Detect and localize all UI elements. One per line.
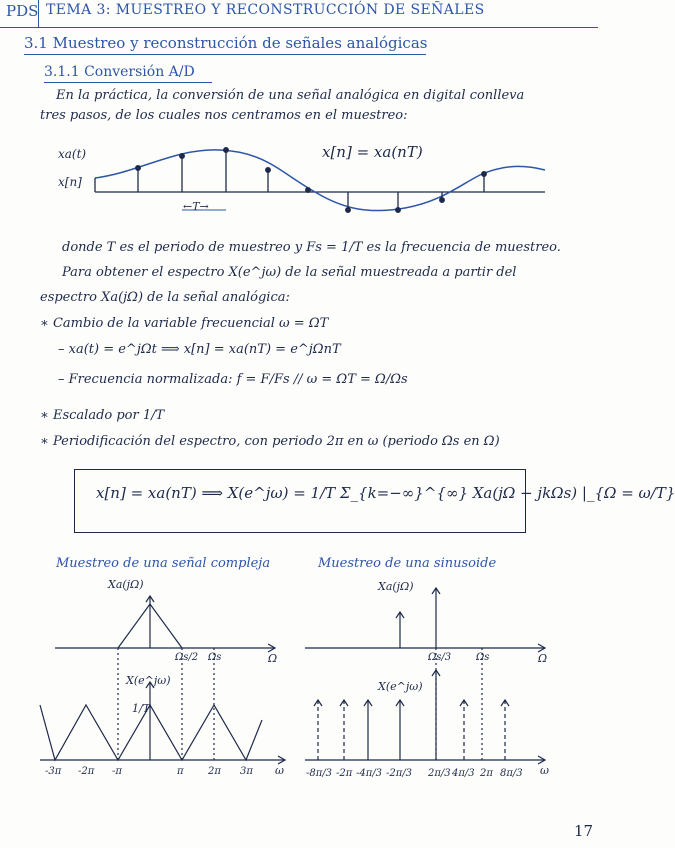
xn-label: x[n]: [58, 175, 82, 189]
analog-signal-curve: [95, 150, 545, 211]
xa-spectrum-label-left: Xa(jΩ): [108, 578, 144, 591]
omega-label-left: Ω: [268, 652, 278, 665]
body-line-3: espectro Xa(jΩ) de la señal analógica:: [40, 290, 290, 305]
tick: 8π/3: [500, 768, 523, 779]
tick: 3π: [240, 766, 253, 777]
w-label-left: ω: [275, 764, 284, 777]
omega-label-right: Ω: [538, 652, 548, 665]
complex-sampling-title: Muestreo de una señal compleja: [56, 556, 271, 571]
bullet-periodization: ∗ Periodificación del espectro, con periodo 2π en ω (periodo Ωs en Ω): [40, 434, 500, 449]
bullet-scaling: ∗ Escalado por 1/T: [40, 408, 165, 423]
sample-dot: [266, 168, 271, 173]
sample-dot: [396, 208, 401, 213]
tick: 4π/3: [452, 768, 475, 779]
body-line-1: donde T es el periodo de muestreo y Fs = 1/T es la frecuencia de muestreo.: [62, 240, 561, 255]
scale-label: 1/T: [132, 702, 151, 715]
sample-dot: [482, 172, 487, 177]
tick-omega-s-half: Ωs/2: [175, 652, 199, 663]
period-label: ←T→: [183, 200, 209, 213]
sample-dot: [224, 148, 229, 153]
sample-dot: [346, 208, 351, 213]
subsection-title: 3.1.1 Conversión A/D: [44, 64, 195, 80]
sampling-figure: [95, 148, 545, 213]
tick: -2π/3: [386, 768, 413, 779]
sample-dot: [136, 166, 141, 171]
sample-dot: [440, 198, 445, 203]
xa-label: xa(t): [58, 147, 87, 161]
tick: 2π: [480, 768, 493, 779]
bullet-frequency-change-a: – xa(t) = e^jΩt ⟹ x[n] = xa(nT) = e^jΩnT: [58, 342, 341, 357]
tick-omega-s-third: Ωs/3: [428, 652, 452, 663]
xa-spectrum-label-right: Xa(jΩ): [378, 580, 414, 593]
sinusoid-sampling-plots: [305, 588, 548, 764]
sinusoid-sampling-title: Muestreo de una sinusoide: [318, 556, 497, 571]
body-line-2: Para obtener el espectro X(e^jω) de la señal muestreada a partir del: [62, 265, 517, 280]
tick: -2π: [336, 768, 353, 779]
tick-omega-s: Ωs: [208, 652, 222, 663]
tick: -4π/3: [356, 768, 383, 779]
periodic-triangles: [40, 705, 262, 760]
tick: 2π: [208, 766, 221, 777]
chapter-title: TEMA 3: MUESTREO Y RECONSTRUCCIÓN DE SEÑALES: [46, 2, 485, 18]
section-title: 3.1 Muestreo y reconstrucción de señales analógicas: [24, 34, 428, 52]
tick: -3π: [45, 766, 62, 777]
course-code: PDS: [6, 2, 39, 20]
sample-dot: [306, 188, 311, 193]
tick-omega-s: Ωs: [476, 652, 490, 663]
sample-dot: [180, 154, 185, 159]
tick: -8π/3: [306, 768, 333, 779]
x-dtft-label-right: X(e^jω): [378, 680, 423, 693]
bullet-frequency-change: ∗ Cambio de la variable frecuencial ω = ΩT: [40, 316, 329, 331]
w-label-right: ω: [540, 764, 549, 777]
tick: π: [177, 766, 184, 777]
sampling-equation: x[n] = xa(nT): [322, 143, 423, 161]
tick: -2π: [78, 766, 95, 777]
page-number: 17: [574, 822, 594, 840]
intro-line-2: tres pasos, de los cuales nos centramos en el muestreo:: [40, 108, 408, 123]
bullet-frequency-change-b: – Frecuencia normalizada: f = F/Fs // ω = ΩT = Ω/Ωs: [58, 372, 408, 387]
intro-line-1: En la práctica, la conversión de una señal analógica en digital conlleva: [56, 88, 525, 103]
tick: -π: [112, 766, 122, 777]
tick: 2π/3: [428, 768, 451, 779]
x-dtft-label-left: X(e^jω): [126, 674, 171, 687]
sampling-formula: x[n] = xa(nT) ⟹ X(e^jω) = 1/T Σ_{k=−∞}^{∞} Xa(jΩ − jkΩs) |_{Ω = ω/T}: [96, 484, 675, 502]
